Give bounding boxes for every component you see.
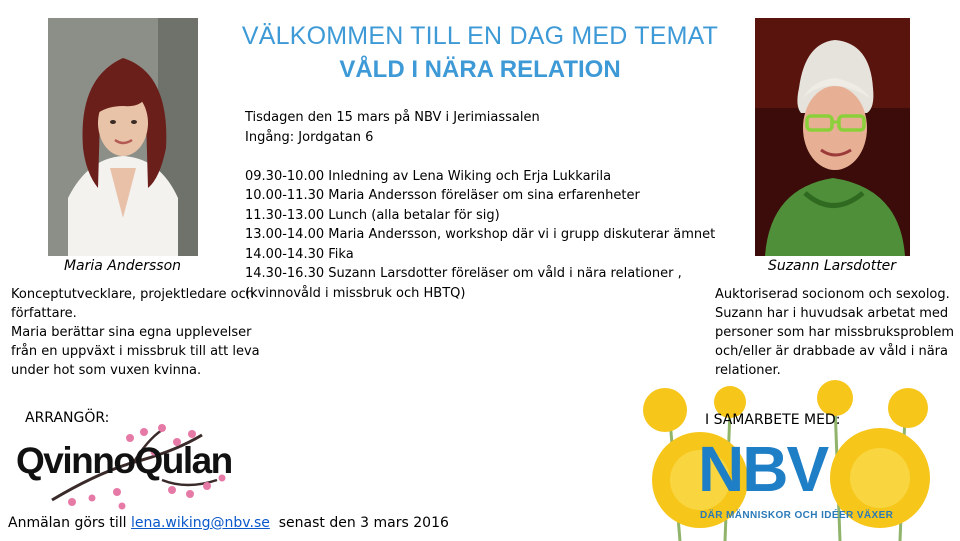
suzann-larsdotter-photo (755, 18, 910, 256)
nbv-logo: NBV (698, 433, 828, 505)
qvinnoqulan-logo: QvinnoQulan (16, 440, 232, 481)
schedule-item: 09.30-10.00 Inledning av Lena Wiking och Erja Lukkarila (245, 168, 612, 184)
signup-email-link[interactable]: lena.wiking@nbv.se (131, 515, 270, 531)
schedule-item: 14.30-16.30 Suzann Larsdotter föreläser om våld i nära relationer , (245, 266, 682, 281)
event-date: Tisdagen den 15 mars på NBV i Jerimiassalen (245, 110, 540, 125)
suzann-larsdotter-bio: Auktoriserad socionom och sexolog. Suzann har i huvudsak arbetat med personer som har missbruksproblem och/eller är drabbade av våld i nära relationer. (715, 287, 954, 378)
schedule-item: 14.00-14.30 Fika (245, 246, 354, 262)
title-line-1: VÄLKOMMEN TILL EN DAG MED TEMAT (241, 22, 719, 50)
schedule-item: (kvinnovåld i missbruk och HBTQ) (245, 285, 466, 301)
maria-andersson-bio: Konceptutvecklare, projektledare och författare. Maria berättar sina egna upplevelser från en uppväxt i missbruk till att leva under hot som vuxen kvinna. (11, 287, 260, 378)
nbv-tagline: DÄR MÄNNISKOR OCH IDÉER VÄXER (700, 510, 894, 521)
organizer-label: ARRANGÖR: (25, 410, 110, 426)
event-details (245, 108, 725, 303)
collaboration-label: I SAMARBETE MED: (705, 412, 841, 428)
schedule-item: 10.00-11.30 Maria Andersson föreläser om sina erfarenheter (245, 188, 640, 203)
event-entrance: Ingång: Jordgatan 6 (245, 129, 374, 145)
signup-line (8, 515, 449, 531)
maria-andersson-name: Maria Andersson (63, 258, 182, 274)
signup-prefix: Anmälan görs till (8, 515, 132, 531)
suzann-larsdotter-name: Suzann Larsdotter (767, 258, 897, 274)
schedule-item: 13.00-14.00 Maria Andersson, workshop där vi i grupp diskuterar ämnet (245, 227, 716, 242)
maria-andersson-photo (48, 18, 198, 256)
signup-suffix: senast den 3 mars 2016 (269, 515, 449, 531)
title-line-2: VÅLD I NÄRA RELATION (339, 56, 621, 83)
schedule-item: 11.30-13.00 Lunch (alla betalar för sig) (245, 207, 500, 223)
